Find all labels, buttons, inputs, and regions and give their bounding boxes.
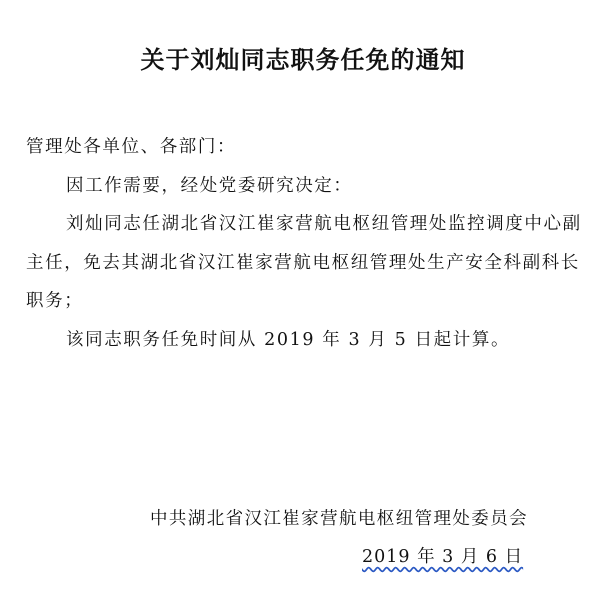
document-body	[26, 128, 582, 359]
paragraph-effective-date: 该同志职务任免时间从 2019 年 3 月 5 日起计算。	[66, 329, 511, 350]
signature-organization: 中共湖北省汉江崔家营航电枢纽管理处委员会	[150, 509, 528, 529]
document-title: 关于刘灿同志职务任免的通知	[140, 46, 466, 74]
salutation: 管理处各单位、各部门：	[26, 137, 237, 157]
paragraph-decision-intro: 因工作需要，经处党委研究决定：	[66, 175, 353, 196]
paragraph-appointment: 刘灿同志任湖北省汉江崔家营航电枢纽管理处监控调度中心副主任，免去其湖北省汉江崔家营航电枢纽管理处生产安全科副科长职务；	[26, 214, 582, 311]
signature-date: 2019 年 3 月 6 日	[362, 547, 524, 567]
